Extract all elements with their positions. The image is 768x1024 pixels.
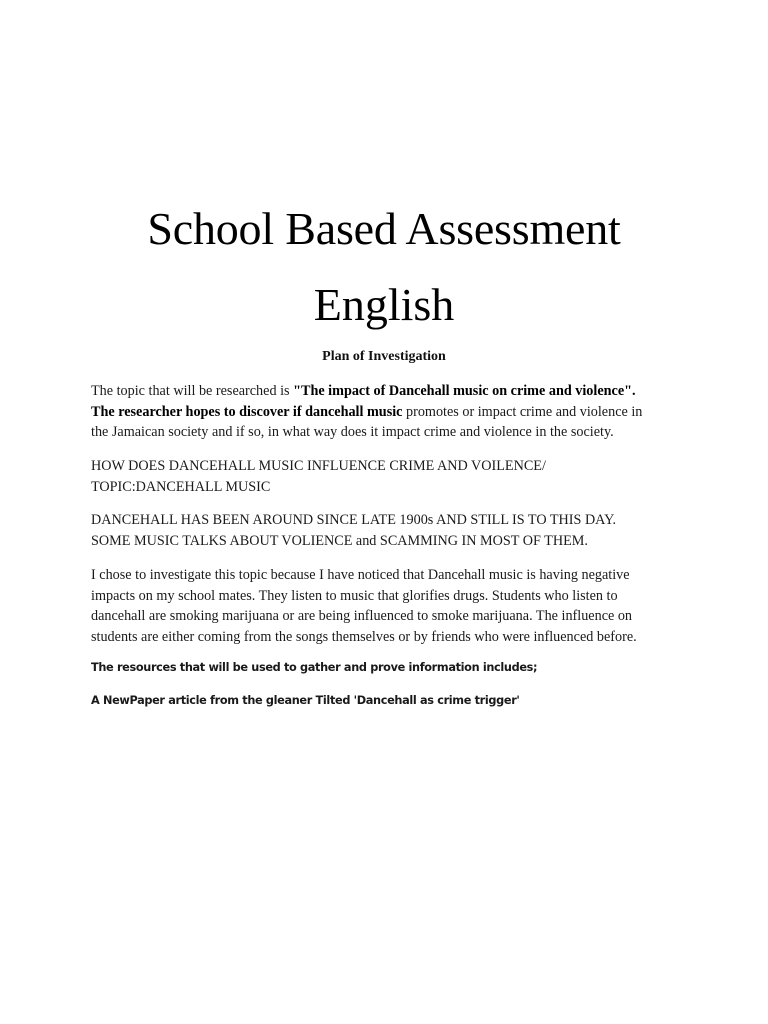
paragraph-line: I chose to investigate this topic because I have noticed that Dancehall music is having negative [91,567,630,583]
paragraph-line: TOPIC:DANCEHALL MUSIC [91,478,271,495]
paragraph-line: SOME MUSIC TALKS ABOUT VOLIENCE and SCAMMING IN MOST OF THEM. [91,532,588,549]
section-heading: Plan of Investigation [322,349,446,364]
document-subject: English [313,279,455,330]
paragraph-resources: The resources that will be used to gather and prove information includes; [91,661,538,674]
text-span: promotes or impact crime and violence in [402,403,643,420]
paragraph-reason [91,565,711,647]
paragraph-question [91,456,711,497]
paragraph-line: dancehall are smoking marijuana or are being influenced to smoke marijuana. The influence on [91,608,633,624]
topic-bold-text: "The impact of Dancehall music on crime and violence". [293,383,636,399]
paragraph-line: impacts on my school mates. They listen to music that glorifies drugs. Students who listen to [91,587,618,604]
paragraph-topic [91,381,711,443]
paragraph-line [91,381,711,402]
paragraph-line [91,402,711,423]
document-title: School Based Assessment [147,203,621,254]
paragraph-line: the Jamaican society and if so, in what way does it impact crime and violence in the society. [91,424,614,440]
paragraph-line: HOW DOES DANCEHALL MUSIC INFLUENCE CRIME AND VOILENCE/ [91,458,546,474]
paragraph-line: students are either coming from the songs themselves or by friends who were influenced before. [91,628,637,645]
paragraph-history [91,510,711,551]
paragraph-line: DANCEHALL HAS BEEN AROUND SINCE LATE 1900s AND STILL IS TO THIS DAY. [91,512,617,528]
text-span: The topic that will be researched is [91,383,294,399]
hopes-bold-text: The researcher hopes to discover if dancehall music [91,403,403,420]
paragraph-article: A NewPaper article from the gleaner Tilted 'Dancehall as crime trigger' [91,694,520,707]
